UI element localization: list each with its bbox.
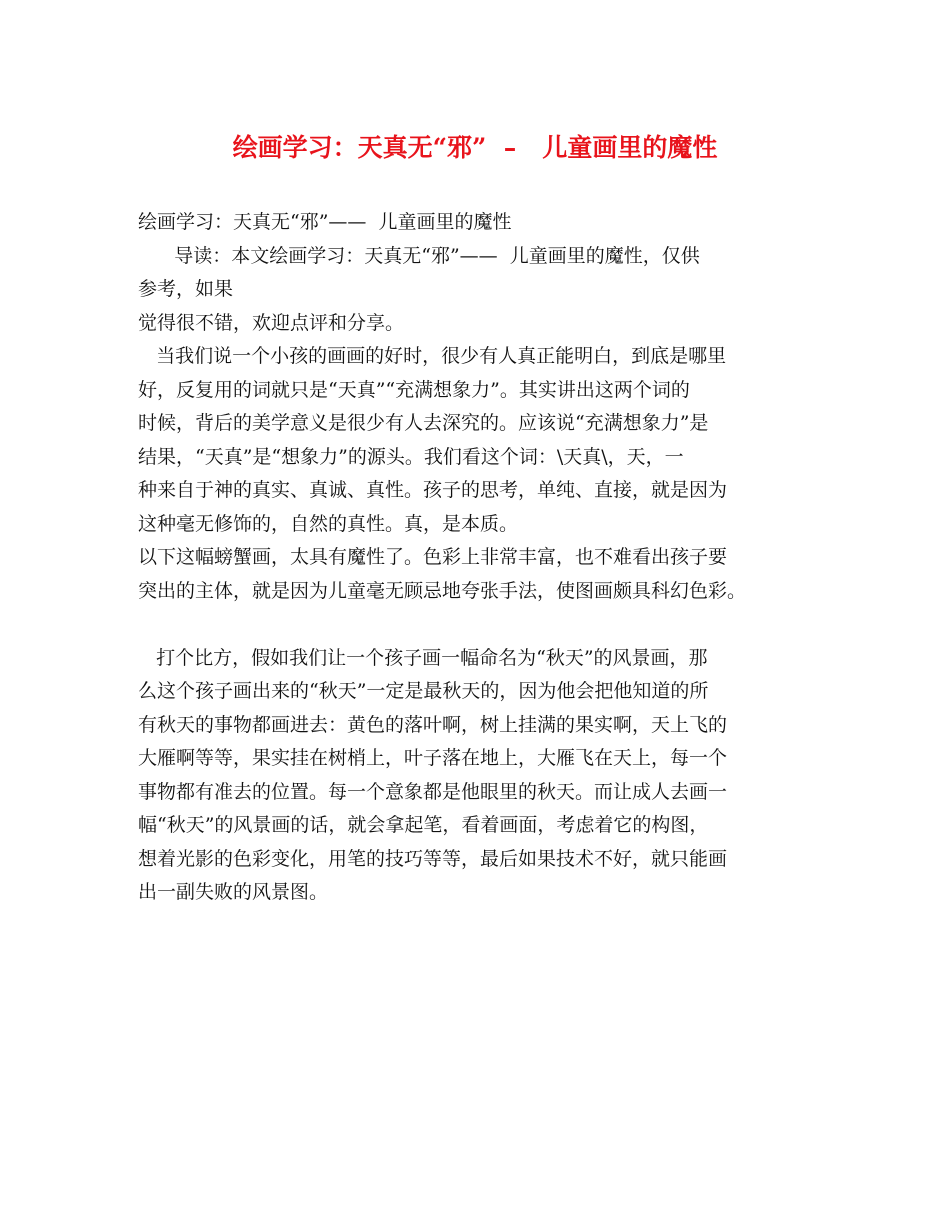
- body-line: 结果，“天真”是“想象力”的源头。我们看这个词：\天真\，天，一: [138, 445, 684, 468]
- body-line: 么这个孩子画出来的“秋天”一定是最秋天的，因为他会把他知道的所: [138, 680, 709, 702]
- body-line: 以下这幅螃蟹画，太具有魔性了。色彩上非常丰富，也不难看出孩子要: [138, 546, 728, 568]
- body-line: 大雁啊等等，果实挂在树梢上，叶子落在地上，大雁飞在天上，每一个: [138, 747, 728, 769]
- body-line: 突出的主体，就是因为儿童毫无顾忌地夸张手法，使图画颇具科幻色彩。: [138, 579, 747, 602]
- body-line: 当我们说一个小孩的画画的好时，很少有人真正能明白，到底是哪里: [138, 345, 727, 367]
- body-line: 好，反复用的词就只是“天真”“充满想象力”。其实讲出这两个词的: [138, 378, 690, 401]
- body-line: 绘画学习：天真无“邪”—— 儿童画里的魔性: [138, 211, 512, 233]
- document-title: 绘画学习：天真无“邪” – 儿童画里的魔性: [232, 133, 718, 162]
- paragraph-gap: [138, 608, 818, 642]
- body-line: 觉得很不错，欢迎点评和分享。: [138, 311, 405, 334]
- body-line: 打个比方，假如我们让一个孩子画一幅命名为“秋天”的风景画，那: [138, 646, 708, 669]
- body-line: 参考，如果: [138, 278, 234, 300]
- body-line: 有秋天的事物都画进去：黄色的落叶啊，树上挂满的果实啊，天上飞的: [138, 713, 728, 736]
- body-line: 幅“秋天”的风景画的话，就会拿起笔，看着画面，考虑着它的构图，: [138, 814, 709, 836]
- body-line: 导读：本文绘画学习：天真无“邪”—— 儿童画里的魔性，仅供: [138, 244, 700, 267]
- body-line: 时候，背后的美学意义是很少有人去深究的。应该说“充满想象力”是: [138, 412, 709, 434]
- body-line: 这种毫无修饰的，自然的真性。真，是本质。: [138, 512, 519, 535]
- body-line: 想着光影的色彩变化，用笔的技巧等等，最后如果技术不好，就只能画: [138, 847, 728, 870]
- body-line: 种来自于神的真实、真诚、真性。孩子的思考，单纯、直接，就是因为: [138, 479, 728, 501]
- body-line: 出一副失败的风景图。: [138, 881, 329, 903]
- document-body: [138, 206, 818, 910]
- body-line: 事物都有准去的位置。每一个意象都是他眼里的秋天。而让成人去画一: [138, 780, 728, 803]
